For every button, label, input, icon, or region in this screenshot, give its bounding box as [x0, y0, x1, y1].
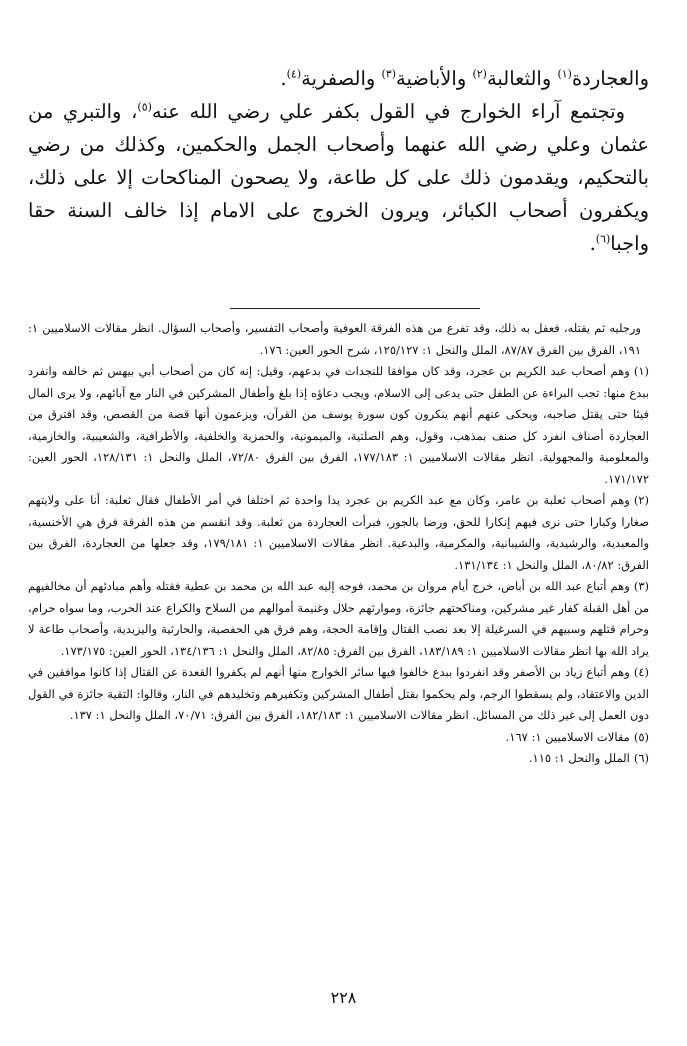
page-number: ٢٢٨ [330, 988, 357, 1007]
footnote-ref-4: (٤) [286, 67, 302, 81]
footnote-text: وهم أتباع عبد الله بن أباض، خرج أيام مروان بن محمد، فوجه إليه عبد الله بن محمد بن عطية فقتله وأهم مبادئهم أن مخالفيهم من أهل القبلة كفار غير مشركين، ومناكحتهم جائزة، وموارثهم حلال وغنيمة أموالهم من السلاح والكراع عند الحرب، وما سواه حرام، وحرام قتلهم وسبيهم في السرغيلة إلا بعد نصب القتال وإقامة الحجة، وهم فرق هي الحفصية، والحارثية واليزيدية، وأصحاب طاعة لا يراد الله بها انظر مقالات الاسلاميين ١: ١٨٣/١٨٩، الفرق بين الفرق: ٨٢/٨٥، الملل والنحل ١: ١٣٤/١٣٦، الحور العين: ١٧٣/١٧٥. [28, 579, 649, 658]
footnote-text: الملل والنحل ١: ١١٥. [528, 751, 630, 765]
footnote-number: (٣) [633, 579, 649, 593]
text-segment: ، والتبري من عثمان وعلي رضي الله عنهما وأصحاب الجمل والحكمين، وكذلك من رضي بالتحكيم، ويقدمون ذلك على كل طاعة، ولا يصحون المناكحات إلا على ذلك، ويكفرون أصحاب الكبائر، ويرون الخروج على الامام إذا خالف السنة حقا واجبا [28, 100, 649, 255]
footnote-4 [28, 662, 649, 727]
footnotes [28, 318, 649, 770]
footnote-3 [28, 576, 649, 662]
footnote-text: وهم أصحاب ثعلبة بن عامر، وكان مع عبد الكريم بن عجرد يدا واحدة ثم اختلفا في أمر الأطفال فقال ثعلبة: أنا على ولايتهم صغارا وكبارا حتى نرى فيهم إنكارا للحق، ورضا بالجور، فبرأت العجاردة من ثعلبة. وقد انقسم من هذه الفرقة فرق هي الأخنسية، والمعبدية، والرشيدية، والشيبانية، والمكرمية، والبدعية. انظر مقالات الاسلاميين ١: ١٧٩/١٨١، وقد جعلها من العجاردة، الفرق بين الفرق: ٨٠/٨٢، الملل والنحل ١: ١٣١/١٣٤. [28, 493, 650, 572]
footnote-number: (٢) [633, 493, 649, 507]
main-text [28, 62, 649, 260]
text-segment: وتجتمع آراء الخوارج في القول بكفر علي رضي الله عنه [151, 100, 625, 123]
footnote-text: وهم أصحاب عبد الكريم بن عجرد، وقد كان موافقا للنجدات في بدعهم، وقيل: إنه كان من أصحاب أبي بيهس ثم خالفه وانفرد ببدع منها: تجب البراءة عن الطفل حتى يدعى إلى الاسلام، ويجب دعاؤه إذا بلغ وأطفال المشركين في النار مع آبائهم، ولا يرى المال فيئا حتى يقتل صاحبه، ويحكى عنهم أنهم ينكرون كون سورة يوسف من القرآن، ويزعمون أنها قصة من القصص، وقد افترق من العجاردة أصناف انفرد كل صنف بمذهب، وقول، وهم الصلتية، والميمونية، والحمزية والخلفية، والأطرافية، والشعيبية، والخازمية، والمعلومية والمجهولية. انظر مقالات الاسلاميين ١: ١٧٧/١٨٣، الفرق بين الفرق ٧٢/٨٠، الملل والنحل ١: ١٢٨/١٣١، الحور العين: ١٧١/١٧٢. [28, 364, 650, 486]
footnote-number: (٦) [633, 751, 649, 765]
text-segment: والصفرية [301, 67, 382, 90]
text-segment: . [589, 232, 596, 255]
footnote-6 [28, 748, 649, 770]
footnote-ref-1: (١) [557, 67, 572, 81]
footnote-text: مقالات الاسلاميين ١: ١٦٧. [505, 729, 630, 744]
footnote-ref-3: (٣) [381, 67, 397, 81]
footnote-2 [28, 490, 649, 576]
footnote-number: (١) [633, 364, 649, 378]
footnote-text: وهم أتباع زياد بن الأصفر وقد انفردوا ببدع خالفوا فيها سائر الخوارج منها أنهم لم يكفروا القعدة عن القتال إذا كانوا موافقين في الدين والاعتقاد، ولم يسقطوا الرجم، ولم يحكموا بقتل أطفال المشركين وتكفيرهم وتخليدهم في النار، وقالوا: التقية جائزة في القول دون العمل إلى غير ذلك من المسائل. انظر مقالات الاسلاميين ١: ١٨٢/١٨٣، الفرق بين الفرق: ٧٠/٧١، الملل والنحل ١: ١٣٧. [28, 665, 649, 722]
footnote-divider [230, 308, 480, 309]
footnote-number: (٤) [633, 665, 649, 679]
main-paragraph [28, 95, 649, 260]
footnote-ref-5: (٥) [137, 100, 152, 114]
text-segment: والثعالبة [486, 67, 558, 90]
footnote-1 [28, 361, 649, 490]
footnote-continuation: ورجليه ثم يقتله، فعفل به ذلك، وقد تفرع من هذه الفرقة العوفية وأصحاب التفسير، وأصحاب السؤال. انظر مقالات الاسلاميين ١: ١٩١، الفرق بين الفرق ٨٧/٨٧، الملل والنحل ١: ١٢٥/١٢٧، شرح الحور العين: ١٧٦. [28, 321, 641, 357]
main-line-1 [28, 62, 649, 95]
text-segment: والأباضية [396, 67, 473, 90]
footnote-ref-2: (٢) [472, 67, 487, 81]
footnote-number: (٥) [633, 729, 649, 744]
footnote-ref-6: (٦) [595, 232, 611, 246]
footnote-5 [28, 727, 649, 749]
text-segment: والعجاردة [571, 67, 649, 90]
text-segment: . [280, 67, 287, 90]
